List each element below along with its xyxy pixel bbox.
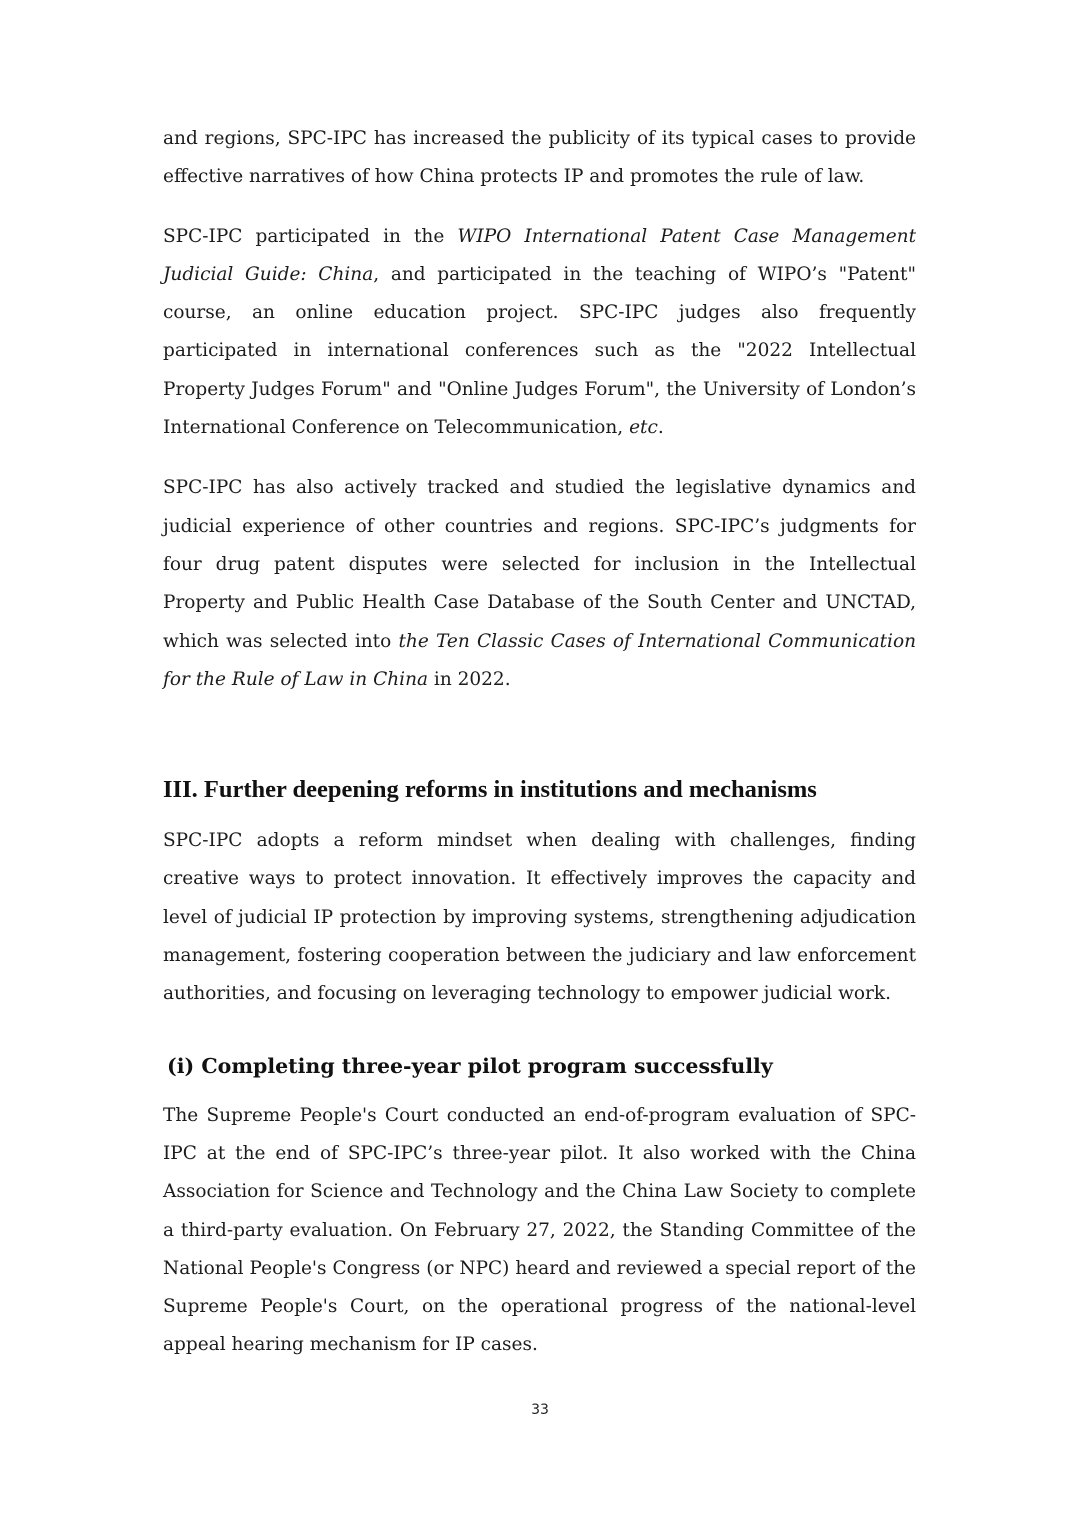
section-heading: III. Further deepening reforms in institutions and mechanisms [163,776,817,804]
paragraph-evaluation: The Supreme People's Court conducted an end-of-program evaluation of SPC-IPC at the end of SPC-IPC’s three-year pilot. It also worked with the China Association for Science and Technology and the China Law Society to complete a third-party evaluation. On February 27, 2022, the Standing Committee of the National People's Congress (or NPC) heard and reviewed a special report of the Supreme People's Court, on the operational progress of the national-level appeal hearing mechanism for IP cases. [163,1104,916,1356]
paragraph-legislative [163,469,916,699]
italic-title: the Ten Classic Cases of International Communication for the Rule of Law in China [163,630,917,690]
text-run: SPC-IPC participated in the [163,225,458,247]
paragraph-reform: SPC-IPC adopts a reform mindset when dealing with challenges, finding creative ways to protect innovation. It effectively improves the capacity and level of judicial IP protection by improving systems, strengthening adjudication management, fostering cooperation between the judiciary and law enforcement authorities, and focusing on leveraging technology to empower judicial work. [163,830,916,1005]
italic-title: WIPO International Patent Case Management Judicial Guide: China [163,225,916,285]
page-number: 33 [531,1402,549,1418]
text-run: , and participated in the teaching of WIPO’s "Patent" course, an online education project. SPC-IPC judges also frequently participated in international conferences such as the "2022 Intellectual Property Judges Forum" and "Online Judges Forum", the University of London’s International Conference on Telecommunication, [163,263,917,439]
text-run: . [657,417,664,439]
text-run: SPC-IPC has also actively tracked and studied the legislative dynamics and judicial experience of other countries and regions. SPC-IPC’s judgments for four drug patent disputes were selected for inclusion in the Intellectual Property and Public Health Case Database of the South Center and UNCTAD, which was selected into [163,477,916,652]
paragraph-wipo [163,218,916,448]
subsection-heading: (i) Completing three-year pilot program successfully [167,1053,773,1078]
document-page [163,120,916,1365]
italic-etc: etc [629,417,658,439]
text-run: in 2022. [428,668,511,690]
paragraph-publicity: and regions, SPC-IPC has increased the publicity of its typical cases to provide effective narratives of how China protects IP and promotes the rule of law. [163,128,916,188]
